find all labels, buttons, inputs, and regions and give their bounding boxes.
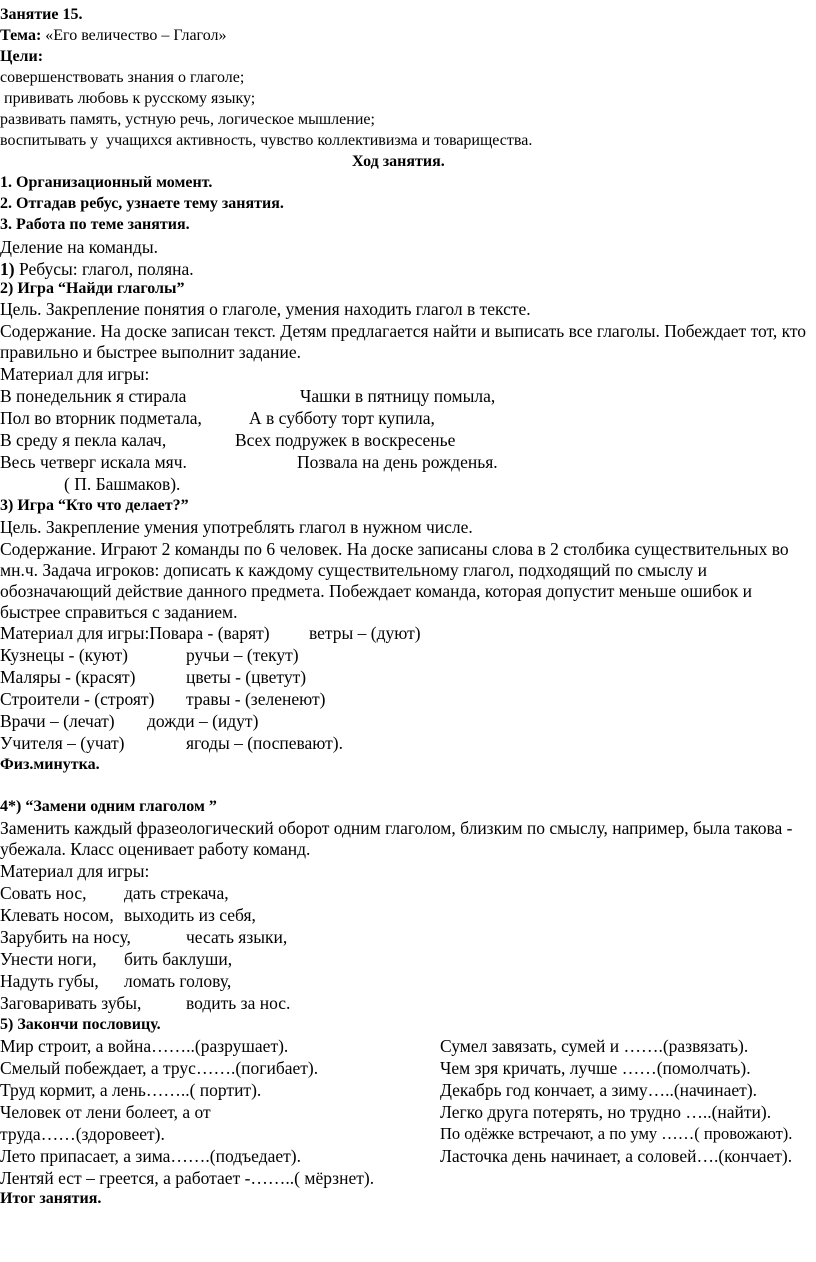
step-3: 3. Работа по теме занятия. xyxy=(0,216,190,233)
proverb-left: Смелый побеждает, а трус…….(погибает). xyxy=(0,1058,319,1078)
proverb-left: Труд кормит, а лень……..( портит). xyxy=(0,1080,262,1100)
game3-content: мн.ч. Задача игроков: дописать к каждому существительному глагол, подходящий по смыслу и xyxy=(0,560,708,580)
poem-line: Всех подружек в воскресенье xyxy=(235,430,456,450)
game3-row xyxy=(0,622,270,644)
rebus-number: 1) xyxy=(0,259,15,279)
poem-author: ( П. Башмаков). xyxy=(64,474,181,494)
poem-line: В понедельник я стирала xyxy=(0,386,187,406)
game4-left-item: Совать нос, xyxy=(0,883,87,903)
proverb-right: По одёжке встречают, а по уму ……( провожают). xyxy=(440,1124,793,1143)
topic-text: «Его величество – Глагол» xyxy=(45,27,227,44)
teams-text: Деление на команды. xyxy=(0,237,158,257)
topic-label: Тема: xyxy=(0,27,42,44)
proverb-left: Лентяй ест – греется, а работает -……..( мёрзнет). xyxy=(0,1168,375,1188)
game2-material: Материал для игры: xyxy=(0,364,150,384)
step-2: 2. Отгадав ребус, узнаете тему занятия. xyxy=(0,195,284,212)
goal-item: прививать любовь к русскому языку; xyxy=(0,90,256,107)
proverb-right: Легко друга потерять, но трудно …..(найти). xyxy=(440,1102,772,1122)
game3-content: обозначающий действие данного предмета. Побеждает команда, которая допустит меньше ошибок и xyxy=(0,581,753,601)
proverb-right: Сумел завязать, сумей и …….(развязать). xyxy=(440,1036,749,1056)
topic-line xyxy=(0,26,226,46)
goal-item: воспитывать у учащихся активность, чувство коллективизма и товарищества. xyxy=(0,132,533,149)
poem-line: Пол во вторник подметала, xyxy=(0,408,202,428)
proverb-right: Декабрь год кончает, а зиму…..(начинает). xyxy=(440,1080,758,1100)
game3-left-item: Кузнецы - (куют) xyxy=(0,645,129,665)
goal-item: совершенствовать знания о глаголе; xyxy=(0,69,245,86)
game4-left-item: Зарубить на носу, xyxy=(0,927,131,947)
goal-item: развивать память, устную речь, логическое мышление; xyxy=(0,111,375,128)
physminute: Физ.минутка. xyxy=(0,756,100,773)
game3-content: быстрее справиться с заданием. xyxy=(0,602,238,622)
rebus-text: Ребусы: глагол, поляна. xyxy=(14,259,194,279)
game2-content: правильно и быстрее выполнит задание. xyxy=(0,342,302,362)
game3-right-item: травы - (зеленеют) xyxy=(186,689,326,709)
game3-right-item: ручьи – (текут) xyxy=(186,645,299,665)
game4-title: 4*) “Замени одним глаголом ” xyxy=(0,798,217,815)
game4-desc: убежала. Класс оценивает работу команд. xyxy=(0,839,311,859)
game4-right-item: выходить из себя, xyxy=(124,905,256,925)
game4-right-item: ломать голову, xyxy=(124,971,232,991)
poem-line: Весь четверг искала мяч. xyxy=(0,452,187,472)
lesson-number: Занятие 15. xyxy=(0,6,83,23)
game2-content: Содержание. На доске записан текст. Детям предлагается найти и выписать все глаголы. Побеждает тот, кто xyxy=(0,321,807,341)
game2-goal: Цель. Закрепление понятия о глаголе, умения находить глагол в тексте. xyxy=(0,299,531,319)
proverb-left: труда……(здоровеет). xyxy=(0,1124,165,1144)
game3-material-label: Материал для игры: xyxy=(0,623,150,643)
game3-left-item: Маляры - (красят) xyxy=(0,667,136,687)
game3-right-item: ягоды – (поспевают). xyxy=(186,733,343,753)
game3-right-item: дожди – (идут) xyxy=(147,711,259,731)
course-title: Ход занятия. xyxy=(352,153,445,170)
game3-title: 3) Игра “Кто что делает?” xyxy=(0,497,189,514)
game3-left-item: Учителя – (учат) xyxy=(0,733,125,753)
game4-right-item: дать стрекача, xyxy=(124,883,229,903)
game3-goal: Цель. Закрепление умения употреблять глагол в нужном числе. xyxy=(0,517,473,537)
poem-line: Чашки в пятницу помыла, xyxy=(300,386,496,406)
game3-left-item: Повара - (варят) xyxy=(149,623,270,643)
game4-material: Материал для игры: xyxy=(0,861,150,881)
game4-right-item: чесать языки, xyxy=(186,927,288,947)
game3-right-item: ветры – (дуют) xyxy=(309,623,421,643)
game4-right-item: бить баклуши, xyxy=(124,949,233,969)
poem-line: А в субботу торт купила, xyxy=(249,408,435,428)
rebus-line xyxy=(0,258,194,280)
game3-right-item: цветы - (цветут) xyxy=(186,667,307,687)
goals-label: Цели: xyxy=(0,48,44,65)
game4-right-item: водить за нос. xyxy=(186,993,291,1013)
step-1: 1. Организационный момент. xyxy=(0,174,213,191)
proverb-right: Чем зря кричать, лучше ……(помолчать). xyxy=(440,1058,751,1078)
game3-left-item: Врачи – (лечат) xyxy=(0,711,115,731)
game3-content: Содержание. Играют 2 команды по 6 человек. На доске записаны слова в 2 столбика существительных во xyxy=(0,539,789,559)
game4-left-item: Надуть губы, xyxy=(0,971,99,991)
game2-title: 2) Игра “Найди глаголы” xyxy=(0,280,185,297)
proverb-left: Мир строит, а война……..(разрушает). xyxy=(0,1036,289,1056)
poem-line: В среду я пекла калач, xyxy=(0,430,167,450)
summary: Итог занятия. xyxy=(0,1190,102,1207)
proverb-left: Человек от лени болеет, а от xyxy=(0,1102,211,1122)
game3-left-item: Строители - (строят) xyxy=(0,689,155,709)
game4-left-item: Заговаривать зубы, xyxy=(0,993,142,1013)
game4-left-item: Унести ноги, xyxy=(0,949,97,969)
proverb-right: Ласточка день начинает, а соловей….(кончает). xyxy=(440,1146,793,1166)
game4-desc: Заменить каждый фразеологический оборот одним глаголом, близким по смыслу, например, была такова - xyxy=(0,818,793,838)
game4-left-item: Клевать носом, xyxy=(0,905,114,925)
proverb-left: Лето припасает, а зима…….(подъедает). xyxy=(0,1146,302,1166)
game5-title: 5) Закончи пословицу. xyxy=(0,1016,161,1033)
poem-line: Позвала на день рожденья. xyxy=(297,452,498,472)
